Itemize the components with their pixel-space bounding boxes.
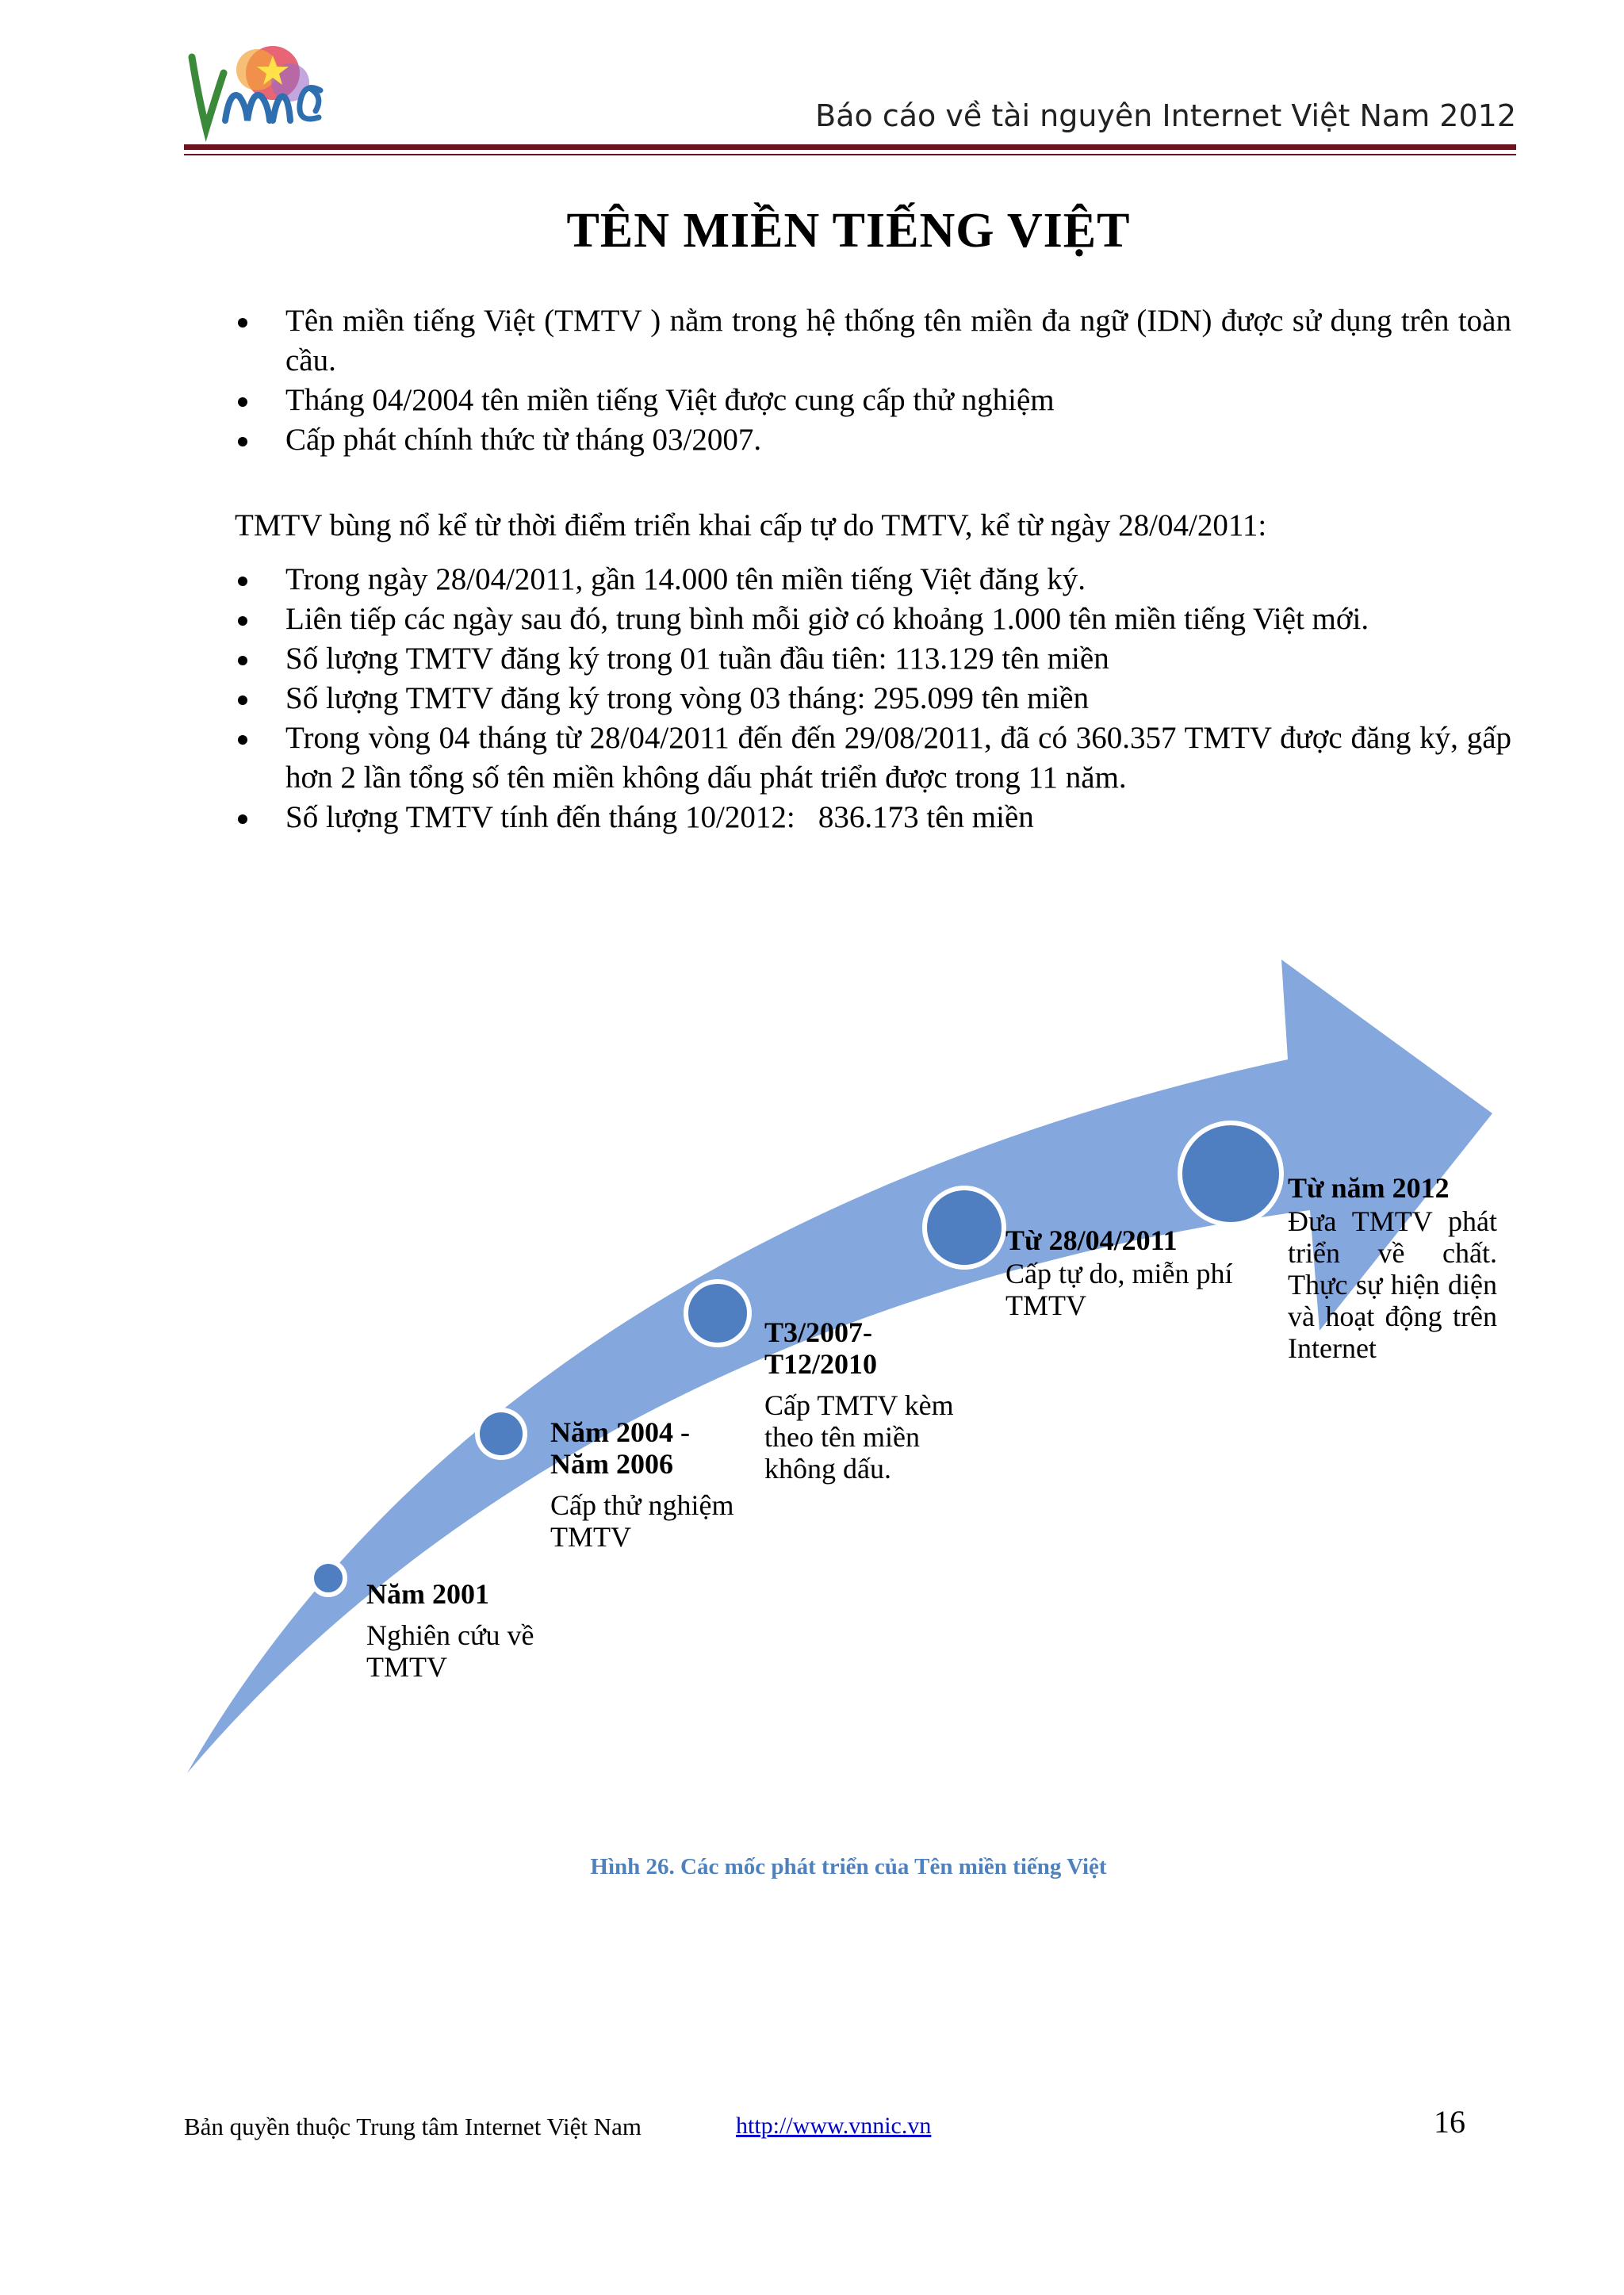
- milestone-2004-2006: [550, 1416, 749, 1553]
- milestone-description: Cấp thử nghiệm TMTV: [550, 1489, 734, 1553]
- header-divider: [184, 144, 1516, 150]
- milestone-description: Nghiên cứu về TMTV: [366, 1619, 534, 1683]
- milestone-period: Từ năm 2012: [1288, 1172, 1450, 1204]
- report-title: Báo cáo về tài nguyên Internet Việt Nam 2012: [815, 98, 1516, 133]
- milestone-description: Cấp tự do, miễn phí TMTV: [1005, 1258, 1233, 1321]
- milestone-2012: [1288, 1172, 1497, 1364]
- list-item: Số lượng TMTV đăng ký trong vòng 03 tháng: 295.099 tên miền: [235, 679, 1511, 718]
- milestone-node-2007: [686, 1282, 749, 1345]
- milestone-node-2001: [312, 1561, 345, 1595]
- footer-website-link[interactable]: http://www.vnnic.vn: [736, 2113, 932, 2139]
- milestone-period: Năm 2001: [366, 1578, 489, 1610]
- milestone-2011: [1005, 1224, 1243, 1321]
- list-item: Trong vòng 04 tháng từ 28/04/2011 đến đến 29/08/2011, đã có 360.357 TMTV được đăng ký, gấp hơn 2 lần tổng số tên miền không dấu phát triển được trong 11 năm.: [235, 718, 1511, 798]
- header-divider-thin: [184, 154, 1516, 155]
- stats-bullet-list: [235, 560, 1511, 837]
- list-item: Số lượng TMTV tính đến tháng 10/2012: 836.173 tên miền: [235, 798, 1511, 837]
- milestone-period: T3/2007-T12/2010: [764, 1316, 878, 1380]
- list-item: Cấp phát chính thức từ tháng 03/2007.: [235, 420, 1511, 460]
- milestone-period: Từ 28/04/2011: [1005, 1224, 1178, 1256]
- list-item: Liên tiếp các ngày sau đó, trung bình mỗi giờ có khoảng 1.000 tên miền tiếng Việt mới.: [235, 600, 1511, 639]
- milestone-2007-2010: [764, 1316, 979, 1485]
- milestone-period: Năm 2004 - Năm 2006: [550, 1416, 690, 1480]
- intro-paragraph: TMTV bùng nổ kể từ thời điểm triển khai cấp tự do TMTV, kể từ ngày 28/04/2011:: [235, 508, 1267, 542]
- vnnic-logo-mark: [184, 41, 336, 144]
- vnnic-logo: [184, 41, 336, 144]
- milestone-node-2011: [925, 1188, 1004, 1267]
- milestone-2001: [366, 1578, 573, 1683]
- list-item: Tên miền tiếng Việt (TMTV ) nằm trong hệ thống tên miền đa ngữ (IDN) được sử dụng trên toàn cầu.: [235, 301, 1511, 381]
- list-item: Trong ngày 28/04/2011, gần 14.000 tên miền tiếng Việt đăng ký.: [235, 560, 1511, 600]
- list-item: Số lượng TMTV đăng ký trong 01 tuần đầu tiên: 113.129 tên miền: [235, 639, 1511, 679]
- intro-bullet-list: [235, 301, 1511, 460]
- milestone-node-2012: [1180, 1123, 1281, 1224]
- milestone-node-2004: [477, 1410, 525, 1458]
- milestone-description: Đưa TMTV phát triển về chất. Thực sự hiện diện và hoạt động trên Internet: [1288, 1205, 1497, 1364]
- footer-copyright: Bản quyền thuộc Trung tâm Internet Việt Nam: [184, 2113, 642, 2140]
- timeline-diagram: [0, 936, 1624, 1792]
- page-title: TÊN MIỀN TIẾNG VIỆT: [566, 204, 1131, 258]
- list-item: Tháng 04/2004 tên miền tiếng Việt được cung cấp thử nghiệm: [235, 381, 1511, 420]
- figure-caption: Hình 26. Các mốc phát triển của Tên miền tiếng Việt: [590, 1854, 1107, 1879]
- milestone-description: Cấp TMTV kèm theo tên miền không dấu.: [764, 1389, 954, 1485]
- page-number: 16: [1434, 2104, 1465, 2140]
